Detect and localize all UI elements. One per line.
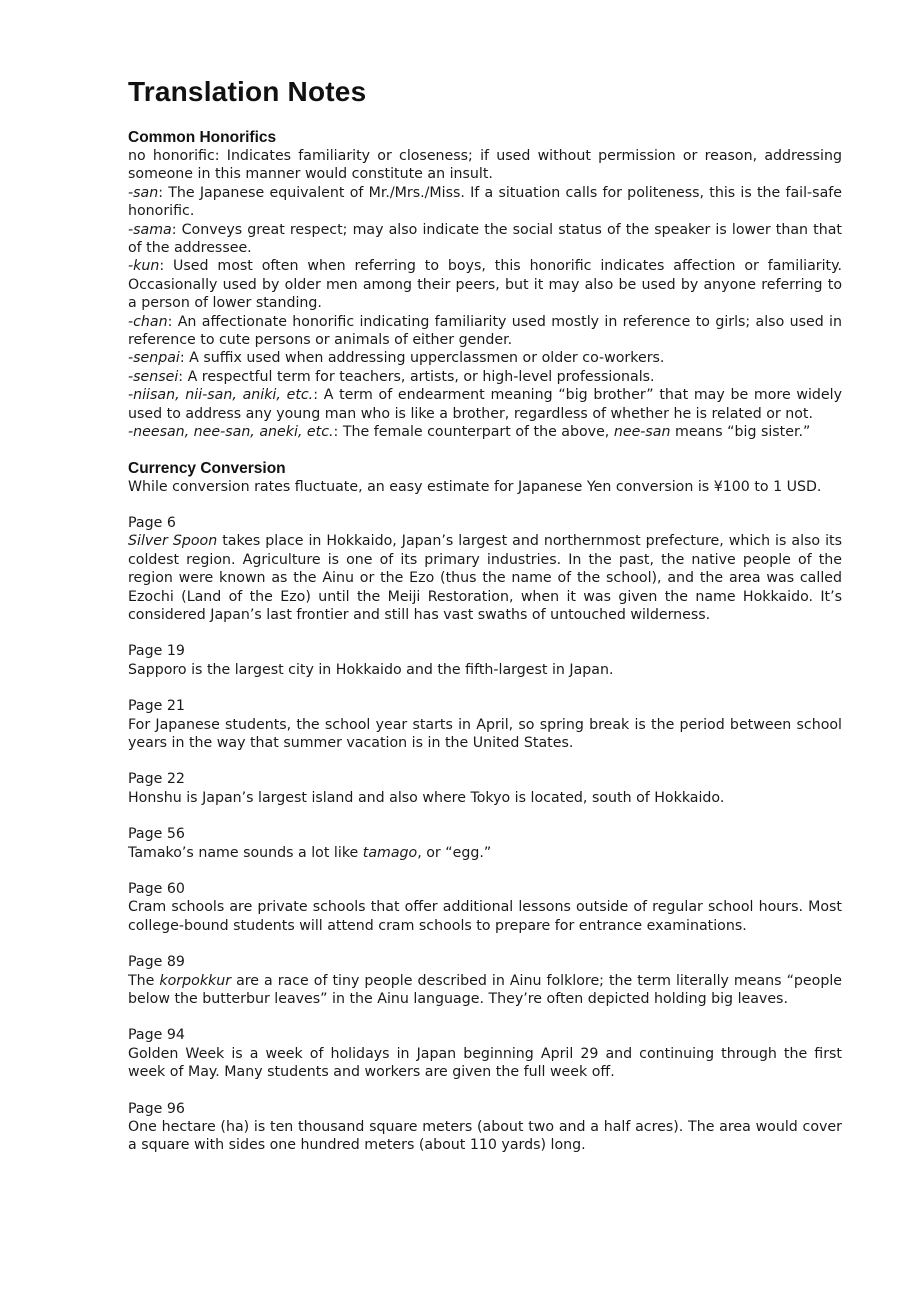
note-page-label: Page 6 xyxy=(128,514,176,531)
honorific-text: : A term of endearment meaning “big brother” that may be more widely used to address any young man who is like a brother, regardless of whether he is related or not. xyxy=(128,387,842,422)
note-page-19 xyxy=(128,642,842,679)
note-text-pre: Tamako’s name sounds a lot like xyxy=(128,844,363,861)
note-page-22 xyxy=(128,770,842,807)
honorific-text: : The female counterpart of the above, xyxy=(333,424,614,441)
note-page-56 xyxy=(128,825,842,862)
note-text-pre: The xyxy=(128,972,160,989)
note-text-italic: korpokkur xyxy=(159,972,232,989)
page-title: Translation Notes xyxy=(128,76,367,107)
note-page-60 xyxy=(128,880,842,935)
section-gap xyxy=(128,807,842,825)
section-gap xyxy=(128,862,842,880)
honorific-text: : A suffix used when addressing upperclassmen or older co-workers. xyxy=(179,350,665,367)
honorific-entry xyxy=(128,423,842,441)
note-text: One hectare (ha) is ten thousand square meters (about two and a half acres). The area would cover a square with sides one hundred meters (about 110 yards) long. xyxy=(128,1119,842,1154)
note-page-89 xyxy=(128,953,842,1008)
note-text xyxy=(128,844,842,862)
note-page-label: Page 56 xyxy=(128,826,185,843)
note-text-post: are a race of tiny people described in Ainu folklore; the term literally means “people below the butterbur leaves” in the Ainu language. They’re often depicted holding big leaves. xyxy=(128,972,843,1008)
honorific-term: -neesan, nee-san, aneki, etc. xyxy=(128,424,334,441)
honorific-entry xyxy=(128,313,842,350)
honorific-term: -niisan, nii-san, aniki, etc. xyxy=(128,387,314,404)
note-text: Honshu is Japan’s largest island and also where Tokyo is located, south of Hokkaido. xyxy=(128,789,725,806)
honorific-entry xyxy=(128,221,842,258)
currency-text: While conversion rates fluctuate, an easy estimate for Japanese Yen conversion is ¥100 to 1 USD. xyxy=(128,478,822,495)
note-page-label: Page 89 xyxy=(128,954,185,971)
currency-section xyxy=(128,460,842,496)
honorific-entry xyxy=(128,368,842,386)
note-page-label: Page 94 xyxy=(128,1027,185,1044)
honorifics-section xyxy=(128,129,842,442)
section-gap xyxy=(128,679,842,697)
honorific-text: : A respectful term for teachers, artists, or high-level professionals. xyxy=(178,368,655,385)
honorific-text: means “big sister.” xyxy=(670,424,811,441)
section-gap xyxy=(128,1082,842,1100)
honorific-entry xyxy=(128,257,842,312)
honorific-term-inline: nee-san xyxy=(613,424,671,441)
section-gap xyxy=(128,752,842,770)
note-text xyxy=(128,972,842,1009)
honorifics-heading: Common Honorifics xyxy=(128,129,277,146)
note-text-post: takes place in Hokkaido, Japan’s largest and northernmost prefecture, which is also its coldest region. Agriculture is one of its primary industries. In the past, the native people of the region were known as the Ainu or the Ezo (thus the name of the school), and the area was called Ezochi (Land of the Ezo) until the Meiji Restoration, when it was given the name Hokkaido. It’s considered Japan’s last frontier and still has vast swaths of untouched wilderness. xyxy=(128,533,842,623)
honorific-term: -chan xyxy=(128,313,168,330)
note-page-label: Page 22 xyxy=(128,771,185,788)
note-text xyxy=(128,532,842,624)
note-text: Cram schools are private schools that offer additional lessons outside of regular school hours. Most college-bound students will attend cram schools to prepare for entrance examinations. xyxy=(128,899,842,934)
honorific-term: -san xyxy=(128,184,159,201)
honorific-term: -sama xyxy=(128,221,172,238)
section-gap xyxy=(128,496,842,514)
note-page-label: Page 19 xyxy=(128,643,185,660)
document-content xyxy=(128,74,842,1155)
honorific-term: -sensei xyxy=(128,368,179,385)
note-page-label: Page 21 xyxy=(128,698,185,715)
honorific-entry xyxy=(128,184,842,221)
note-page-21 xyxy=(128,697,842,752)
honorific-entry xyxy=(128,386,842,423)
honorific-text: : Used most often when referring to boys, this honorific indicates affection or familiarity. Occasionally used by older men among their peers, but it may also be used by anyone referring to a person of lower standing. xyxy=(128,258,842,312)
honorific-term: -senpai xyxy=(128,350,180,367)
section-gap xyxy=(128,935,842,953)
honorific-text: : An affectionate honorific indicating familiarity used mostly in reference to girls; also used in reference to cute persons or animals of either gender. xyxy=(128,313,842,349)
honorific-text: no honorific: Indicates familiarity or closeness; if used without permission or reason, addressing someone in this manner would constitute an insult. xyxy=(128,148,842,183)
honorific-text: : Conveys great respect; may also indicate the social status of the speaker is lower than that of the addressee. xyxy=(128,221,842,257)
note-page-94 xyxy=(128,1026,842,1081)
section-gap xyxy=(128,624,842,642)
note-text: For Japanese students, the school year starts in April, so spring break is the period between school years in the way that summer vacation is in the United States. xyxy=(128,716,842,751)
note-text: Sapporo is the largest city in Hokkaido and the fifth-largest in Japan. xyxy=(128,661,614,678)
note-page-label: Page 60 xyxy=(128,881,185,897)
note-text-italic: Silver Spoon xyxy=(128,533,218,550)
note-page-label: Page 96 xyxy=(128,1100,185,1117)
section-gap xyxy=(128,442,842,460)
note-page-96 xyxy=(128,1100,842,1155)
note-text-post: , or “egg.” xyxy=(417,844,492,861)
note-text-italic: tamago xyxy=(362,844,418,861)
honorific-entry xyxy=(128,349,842,367)
note-text: Golden Week is a week of holidays in Japan beginning April 29 and continuing through the first week of May. Many students and workers are given the full week off. xyxy=(128,1045,842,1081)
section-gap xyxy=(128,1008,842,1026)
honorific-term: -kun xyxy=(128,258,160,275)
honorific-text: : The Japanese equivalent of Mr./Mrs./Miss. If a situation calls for politeness, this is the fail-safe honorific. xyxy=(128,184,842,220)
note-page-6 xyxy=(128,514,842,624)
honorific-entry xyxy=(128,147,842,184)
currency-heading: Currency Conversion xyxy=(128,459,286,477)
